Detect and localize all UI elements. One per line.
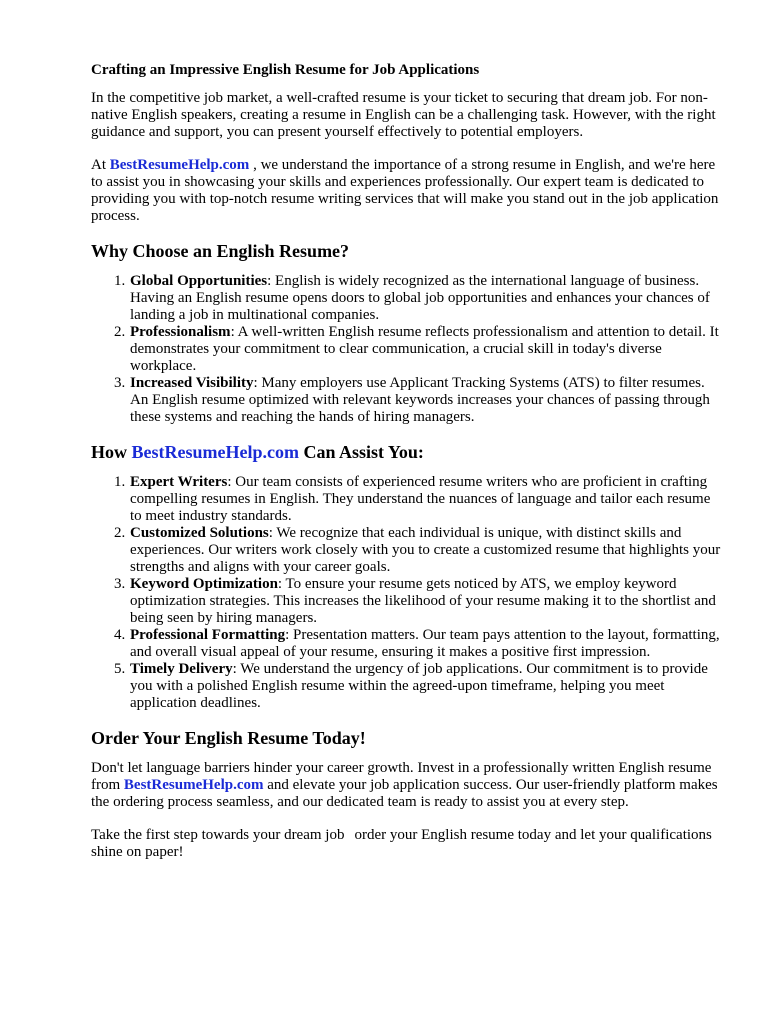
list-item-term: Timely Delivery bbox=[130, 661, 233, 677]
bestresumehelp-link[interactable]: BestResumeHelp.com bbox=[123, 777, 264, 793]
list-item-term: Expert Writers bbox=[130, 474, 228, 490]
list-item-term: Professional Formatting bbox=[130, 627, 286, 643]
list-item-text: : We understand the urgency of job applications. Our commitment is to provide you with a polished English resume within the agreed-upon timeframe, helping you meet application deadlines. bbox=[130, 661, 708, 711]
about-paragraph bbox=[91, 157, 723, 225]
how-list bbox=[91, 474, 723, 712]
list-item bbox=[129, 627, 723, 661]
how-heading bbox=[91, 442, 723, 462]
order-prefix: Don't let language barriers hinder your career growth. Invest in a professionally written English resume from bbox=[91, 760, 712, 793]
order-heading: Order Your English Resume Today! bbox=[91, 728, 366, 748]
list-item bbox=[129, 474, 723, 525]
about-prefix: At bbox=[91, 157, 110, 173]
list-item-text: : To ensure your resume gets noticed by ATS, we employ keyword optimization strategies. This increases the likelihood of your resume making it to the shortlist and being seen by hiring managers. bbox=[130, 576, 716, 626]
order-paragraph bbox=[91, 760, 723, 811]
list-item-text: : Presentation matters. Our team pays attention to the layout, formatting, and overall visual appeal of your resume, ensuring it makes a positive first impression. bbox=[130, 627, 720, 660]
order-suffix: and elevate your job application success. Our user-friendly platform makes the ordering process seamless, and our dedicated team is ready to assist you at every step. bbox=[91, 777, 718, 810]
list-item-text: : Many employers use Applicant Tracking Systems (ATS) to filter resumes. An English resume optimized with relevant keywords increases your chances of passing through these systems and reaching the hands of hiring managers. bbox=[130, 375, 710, 425]
list-item-text: : A well-written English resume reflects professionalism and attention to detail. It demonstrates your commitment to clear communication, a crucial skill in today's diverse workplace. bbox=[130, 324, 719, 374]
how-heading-prefix: How bbox=[91, 442, 132, 462]
closing-paragraph bbox=[91, 827, 723, 861]
list-item bbox=[129, 661, 723, 712]
intro-paragraph: In the competitive job market, a well-crafted resume is your ticket to securing that dream job. For non-native English speakers, creating a resume in English can be a challenging task. However, with the right guidance and support, you can present yourself effectively to potential employers. bbox=[91, 90, 716, 140]
bestresumehelp-link[interactable]: BestResumeHelp.com bbox=[109, 157, 250, 173]
closing-prefix: Take the first step towards your dream job bbox=[91, 827, 345, 843]
how-heading-suffix: Can Assist You: bbox=[298, 442, 424, 462]
list-item bbox=[129, 576, 723, 627]
closing-suffix: order your English resume today and let your qualifications shine on paper! bbox=[91, 827, 712, 860]
document-title: Crafting an Impressive English Resume for Job Applications bbox=[91, 62, 480, 78]
list-item bbox=[129, 324, 723, 375]
list-item-term: Increased Visibility bbox=[130, 375, 254, 391]
about-text: , we understand the importance of a strong resume in English, and we're here to assist you in showcasing your skills and experiences professionally. Our expert team is dedicated to providing you with top-notch resume writing services that will make you stand out in the job application process. bbox=[91, 157, 719, 224]
list-item-text: : English is widely recognized as the international language of business. Having an English resume opens doors to global job opportunities and enhances your chances of landing a job in multinational companies. bbox=[130, 273, 710, 323]
list-item bbox=[129, 273, 723, 324]
list-item-term: Global Opportunities bbox=[130, 273, 268, 289]
list-item-text: : We recognize that each individual is unique, with distinct skills and experiences. Our writers work closely with you to create a customized resume that highlights your strengths and aligns with your career goals. bbox=[130, 525, 721, 575]
list-item-term: Professionalism bbox=[130, 324, 231, 340]
bestresumehelp-link[interactable]: BestResumeHelp.com bbox=[131, 442, 299, 462]
list-item bbox=[129, 375, 723, 426]
document-content bbox=[91, 58, 723, 877]
list-item-term: Keyword Optimization bbox=[130, 576, 278, 592]
why-list bbox=[91, 273, 723, 426]
list-item-term: Customized Solutions bbox=[130, 525, 269, 541]
why-heading: Why Choose an English Resume? bbox=[91, 241, 350, 261]
list-item bbox=[129, 525, 723, 576]
list-item-text: : Our team consists of experienced resume writers who are proficient in crafting compelling resumes in English. They understand the nuances of language and tailor each resume to meet industry standards. bbox=[130, 474, 711, 524]
